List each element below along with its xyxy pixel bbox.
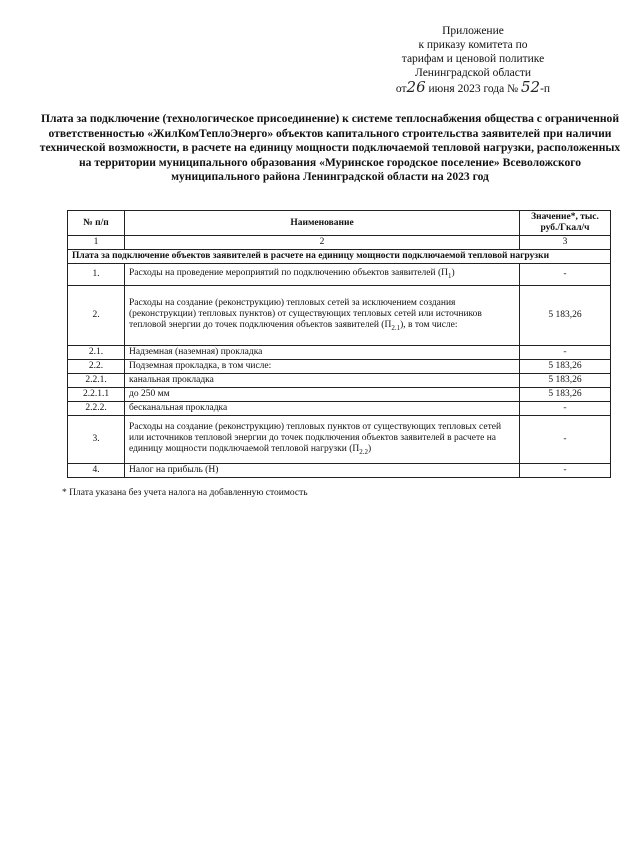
table-row bbox=[68, 374, 611, 388]
row-name: Налог на прибыль (Н) bbox=[125, 464, 520, 478]
row-number: 4. bbox=[68, 464, 125, 478]
column-number: 2 bbox=[125, 236, 520, 250]
appendix-date: от26 июня 2023 года № 52-п bbox=[395, 78, 551, 96]
row-value: 5 183,26 bbox=[520, 388, 611, 402]
row-value: - bbox=[520, 346, 611, 360]
column-number: 1 bbox=[68, 236, 125, 250]
table-row bbox=[68, 464, 611, 478]
appendix-block bbox=[358, 24, 588, 96]
appendix-line: тарифам и ценовой политике bbox=[401, 53, 545, 65]
document-title: Плата за подключение (технологическое присоединение) к системе теплоснабжения общества с ограниченной ответственностью «ЖилКомТеплоЭнерго» объектов капитального строительства заявителей при наличии технической возможности, в расчете на единицу мощности подключаемой тепловой нагрузки, расположенных на территории муниципального образования «Муринское городское поселение» Всеволожского муниципального района Ленинградской области на 2023 год bbox=[39, 112, 621, 184]
footnote: * Плата указана без учета налога на добавленную стоимость bbox=[62, 488, 308, 498]
appendix-line: к приказу комитета по bbox=[418, 39, 528, 51]
table-row bbox=[68, 388, 611, 402]
row-value: - bbox=[520, 464, 611, 478]
row-value: - bbox=[520, 416, 611, 464]
header-value: Значение*, тыс. руб./Гкал/ч bbox=[520, 211, 611, 236]
row-value: 5 183,26 bbox=[520, 286, 611, 346]
row-number: 2.2.1.1 bbox=[68, 388, 125, 402]
table-row bbox=[68, 346, 611, 360]
row-number: 2.2. bbox=[68, 360, 125, 374]
row-number: 2.1. bbox=[68, 346, 125, 360]
handwritten-number: 52 bbox=[520, 78, 541, 96]
row-value: - bbox=[520, 402, 611, 416]
appendix-line: Приложение bbox=[442, 25, 504, 37]
row-name: Подземная прокладка, в том числе: bbox=[125, 360, 520, 374]
row-name: Расходы на создание (реконструкцию) тепловых сетей за исключением создания (реконструкции) тепловых пунктов) от существующих тепловых сетей или источников тепловой энергии до точек подключения объектов заявителей $(П_{2.1})$, в том числе: bbox=[125, 286, 520, 346]
column-number-row bbox=[68, 236, 611, 250]
row-name: Расходы на создание (реконструкцию) тепловых пунктов от существующих тепловых сетей или источников тепловой энергии до точек подключения объектов заявителей в расчете на единицу мощности подключаемой тепловой нагрузки $(П_{2.2})$ bbox=[125, 416, 520, 464]
row-name: до 250 мм bbox=[125, 388, 520, 402]
handwritten-day: 26 bbox=[406, 78, 426, 96]
table-row bbox=[68, 360, 611, 374]
section-row bbox=[68, 250, 611, 264]
appendix-line: Ленинградской области bbox=[414, 67, 532, 79]
row-value: - bbox=[520, 264, 611, 286]
row-value: 5 183,26 bbox=[520, 374, 611, 388]
table-row bbox=[68, 402, 611, 416]
header-num: № п/п bbox=[68, 211, 125, 236]
row-number: 2.2.2. bbox=[68, 402, 125, 416]
header-name: Наименование bbox=[125, 211, 520, 236]
table-row bbox=[68, 416, 611, 464]
row-name: Надземная (наземная) прокладка bbox=[125, 346, 520, 360]
row-name: канальная прокладка bbox=[125, 374, 520, 388]
row-name: бесканальная прокладка bbox=[125, 402, 520, 416]
column-number: 3 bbox=[520, 236, 611, 250]
row-value: 5 183,26 bbox=[520, 360, 611, 374]
section-title: Плата за подключение объектов заявителей в расчете на единицу мощности подключаемой тепловой нагрузки bbox=[68, 250, 611, 264]
table-row bbox=[68, 264, 611, 286]
row-number: 3. bbox=[68, 416, 125, 464]
row-number: 2. bbox=[68, 286, 125, 346]
row-number: 1. bbox=[68, 264, 125, 286]
table-row bbox=[68, 286, 611, 346]
table-header-row bbox=[68, 211, 611, 236]
row-name: Расходы на проведение мероприятий по подключению объектов заявителей $(П_1)$ bbox=[125, 264, 520, 286]
tariff-table bbox=[67, 210, 611, 478]
row-number: 2.2.1. bbox=[68, 374, 125, 388]
